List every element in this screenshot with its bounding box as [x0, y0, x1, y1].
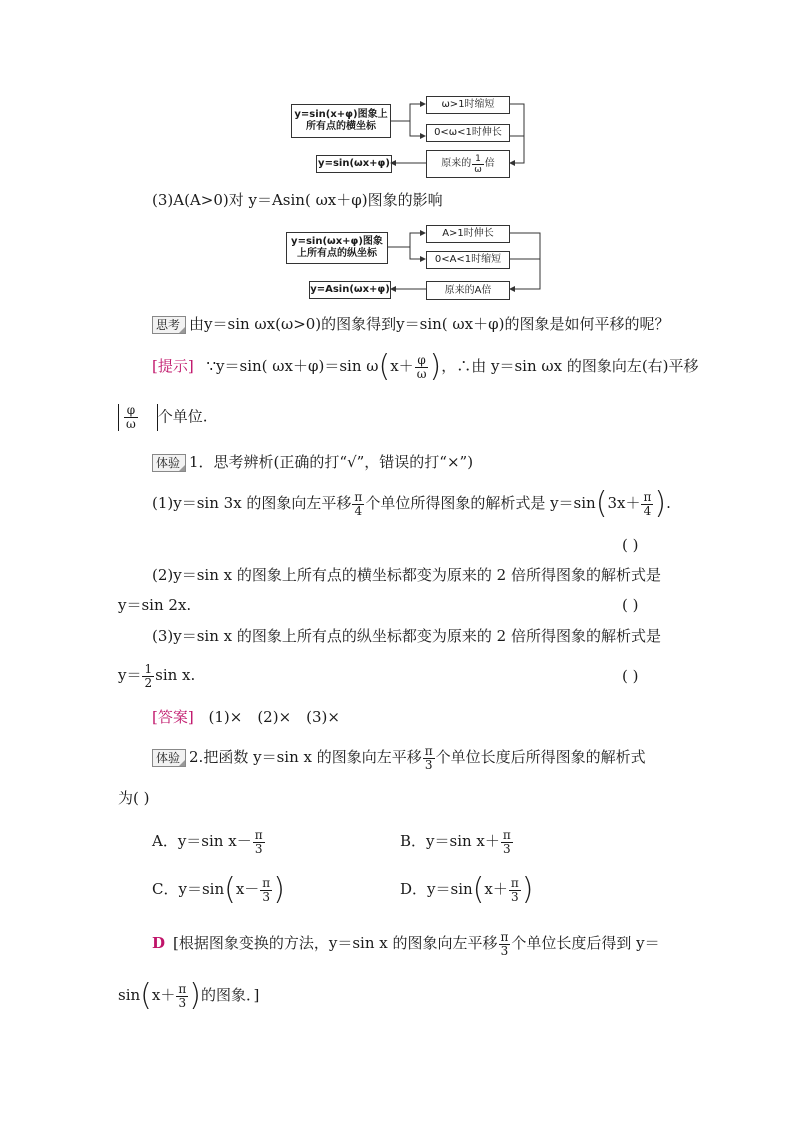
exp1-q2-blank: ( ) [622, 596, 639, 614]
diagram1-option1-label: ω>1时缩短 [441, 99, 495, 110]
diagram1-result-numerator: 1 [472, 154, 484, 165]
exp2-solution-line2-sin: sin [118, 986, 141, 1004]
exp1-q1-frac2-den: 4 [643, 503, 652, 518]
exp1-q2-line1: (2)y＝sin x 的图象上所有点的横坐标都变为原来的 2 倍所得图象的解析式是 [152, 566, 661, 584]
exp2-question [152, 742, 646, 772]
exp1-q1-blank: ( ) [622, 536, 639, 554]
exp2-option-a-den: 3 [254, 841, 263, 856]
think-tag: 思考 [152, 316, 186, 334]
exp1-answer [152, 707, 340, 727]
exp1-title-text: 1．思考辨析(正确的打“√”，错误的打“×”) [189, 453, 474, 471]
exp2-question-text-b: 个单位长度后所得图象的解析式 [435, 748, 646, 766]
hint-abs-numerator: φ [124, 404, 138, 418]
exp2-option-b-fraction [501, 829, 513, 856]
exp2-solution-line2-num: π [178, 981, 187, 996]
exp2-solution-frac-num: π [500, 929, 509, 944]
exp2-option-c[interactable] [152, 872, 285, 907]
hint-abs-fraction [124, 404, 138, 431]
exp1-q1-frac2-num: π [643, 489, 652, 504]
exp1-answer-label: [答案] [152, 708, 194, 726]
exp2-tag: 体验 [152, 749, 186, 767]
exp1-q1-text-c: 3x＋ [607, 494, 641, 512]
exp1-q3-y: y＝ [118, 666, 142, 684]
exp2-option-c-text-a: C．y＝sin [152, 880, 225, 898]
exp2-option-d-den: 3 [510, 889, 519, 904]
exp2-option-c-num: π [262, 875, 271, 890]
hint-line [152, 349, 699, 384]
exp2-solution-line2-den: 3 [178, 995, 187, 1010]
diagram2-source-box [286, 232, 388, 264]
diagram1-source-box [291, 104, 391, 138]
exp2-solution-line2 [118, 978, 260, 1013]
exp2-question-fraction [423, 745, 435, 772]
hint-denominator: ω [416, 366, 427, 381]
exp2-option-d-text-a: D．y＝sin [400, 880, 473, 898]
section3-heading: (3)A(A>0)对 y＝Asin( ωx＋φ)图象的影响 [152, 191, 443, 209]
exp1-q1-frac1-num: π [354, 489, 363, 504]
exp1-q1-fraction2 [641, 491, 653, 518]
exp2-question-frac-num: π [424, 743, 433, 758]
exp1-q3-fraction [142, 663, 154, 690]
exp2-option-b[interactable] [400, 826, 514, 856]
exp2-option-c-fraction [260, 877, 272, 904]
exp2-option-b-num: π [502, 827, 511, 842]
hint-abs-denominator: ω [126, 417, 136, 431]
diagram1-result-prefix: 原来的 [441, 158, 472, 169]
exp2-option-a-text: A．y＝sin x－ [152, 832, 252, 850]
exp2-solution-line2-tail: 的图象．] [200, 986, 260, 1004]
exp2-option-c-den: 3 [262, 889, 271, 904]
think-question-text: 由y＝sin ωx(ω>0)的图象得到y＝sin( ωx＋φ)的图象是如何平移的呢？ [189, 315, 670, 333]
diagram2-option2-label: 0<A<1时缩短 [434, 254, 502, 265]
exp1-q1-open-paren: ( [595, 486, 608, 521]
exp2-option-b-den: 3 [503, 841, 511, 856]
exp2-option-a[interactable] [152, 826, 266, 856]
exp1-q3-blank: ( ) [622, 667, 639, 685]
exp1-q3-numerator: 1 [144, 661, 153, 676]
exp1-q2-line2: y＝sin 2x. [118, 596, 192, 614]
diagram2-target-box [309, 281, 391, 299]
exp1-q3-line1: (3)y＝sin x 的图象上所有点的纵坐标都变为原来的 2 倍所得图象的解析式是 [152, 627, 661, 645]
exp1-q3-tail: sin x. [155, 666, 196, 684]
exp2-solution-letter: D [152, 934, 166, 952]
exp1-q1-text-a: (1)y＝sin 3x 的图象向左平移 [152, 494, 352, 512]
exp2-question-line2: 为( ) [118, 789, 150, 807]
diagram1-result-suffix: 倍 [484, 158, 495, 169]
exp1-answer-text: (1)× (2)× (3)× [208, 708, 340, 726]
exp2-option-c-text-b: x－ [235, 880, 260, 898]
exp2-question-text-a: 2.把函数 y＝sin x 的图象向左平移 [189, 748, 422, 766]
exp2-solution-frac-den: 3 [500, 943, 509, 958]
exp1-q1-fraction1 [352, 491, 364, 518]
diagram2-source-label: y=sin(ωx+φ)图象上所有点的纵坐标 [291, 236, 383, 259]
exp1-q1-frac1-den: 4 [354, 503, 363, 518]
diagram1-arrows [380, 90, 550, 185]
exp2-solution-fraction [499, 931, 511, 958]
exp2-option-a-num: π [254, 827, 263, 842]
exp2-option-d-num: π [510, 875, 519, 890]
hint-label: [提示] [152, 357, 194, 375]
hint-numerator: φ [415, 354, 429, 368]
hint-text-part2: x＋ [390, 357, 414, 375]
diagram2-result-label: 原来的A倍 [444, 284, 492, 296]
hint-text-part3: ，∴由 y＝sin ωx 的图象向左(右)平移 [441, 357, 699, 375]
exp1-q3-denominator: 2 [144, 675, 153, 690]
diagram2-arrows [380, 220, 550, 305]
exp1-q1-text-d: . [666, 494, 671, 512]
exp2-solution-line1 [152, 928, 660, 958]
exp2-option-d-close-paren: ) [521, 872, 534, 907]
exp1-q3-line2 [118, 660, 195, 690]
exp2-option-d[interactable] [400, 872, 534, 907]
hint-text-part1: ∵y＝sin( ωx＋φ)＝sin ω [206, 357, 379, 375]
diagram2-option1-label: A>1时伸长 [442, 228, 494, 239]
exp1-q1 [152, 486, 671, 521]
hint-continuation-text: 个单位. [157, 407, 208, 426]
exp2-option-d-open-paren: ( [472, 872, 485, 907]
exp2-option-c-close-paren: ) [273, 872, 285, 907]
exp2-solution-text-b: 个单位长度后得到 y＝ [511, 934, 660, 952]
hint-fraction [415, 354, 429, 381]
hint-open-paren: ( [378, 349, 391, 384]
hint-continuation [118, 404, 208, 431]
exp2-question-frac-den: 3 [424, 757, 433, 772]
exp2-solution-text-a: [根据图象变换的方法，y＝sin x 的图象向左平移 [173, 934, 498, 952]
diagram1-result-denominator: ω [474, 164, 482, 175]
exp2-option-b-text: B．y＝sin x＋ [400, 832, 500, 850]
diagram1-source-label: y=sin(x+φ)图象上所有点的横坐标 [294, 109, 388, 132]
exp1-title [152, 452, 473, 472]
exp2-solution-line2-x: x＋ [151, 986, 176, 1004]
hint-abs-value [118, 404, 158, 431]
exp2-option-d-fraction [509, 877, 521, 904]
think-question [152, 314, 669, 334]
exp2-solution-open-paren: ( [140, 978, 152, 1013]
diagram1-target-label: y=sin(ωx+φ) [318, 158, 390, 169]
hint-close-paren: ) [429, 349, 442, 384]
exp1-q1-close-paren: ) [654, 486, 667, 521]
exp2-solution-close-paren: ) [189, 978, 201, 1013]
exp2-option-d-text-b: x＋ [484, 880, 508, 898]
exp2-solution-line2-fraction [176, 983, 188, 1010]
diagram1-option2-label: 0<ω<1时伸长 [434, 127, 502, 138]
exp1-q1-text-b: 个单位所得图象的解析式是 y＝sin [365, 494, 596, 512]
exp2-option-a-fraction [253, 829, 265, 856]
diagram2-target-label: y=Asin(ωx+φ) [310, 284, 390, 295]
exp2-option-c-open-paren: ( [224, 872, 236, 907]
exp1-tag: 体验 [152, 454, 186, 472]
